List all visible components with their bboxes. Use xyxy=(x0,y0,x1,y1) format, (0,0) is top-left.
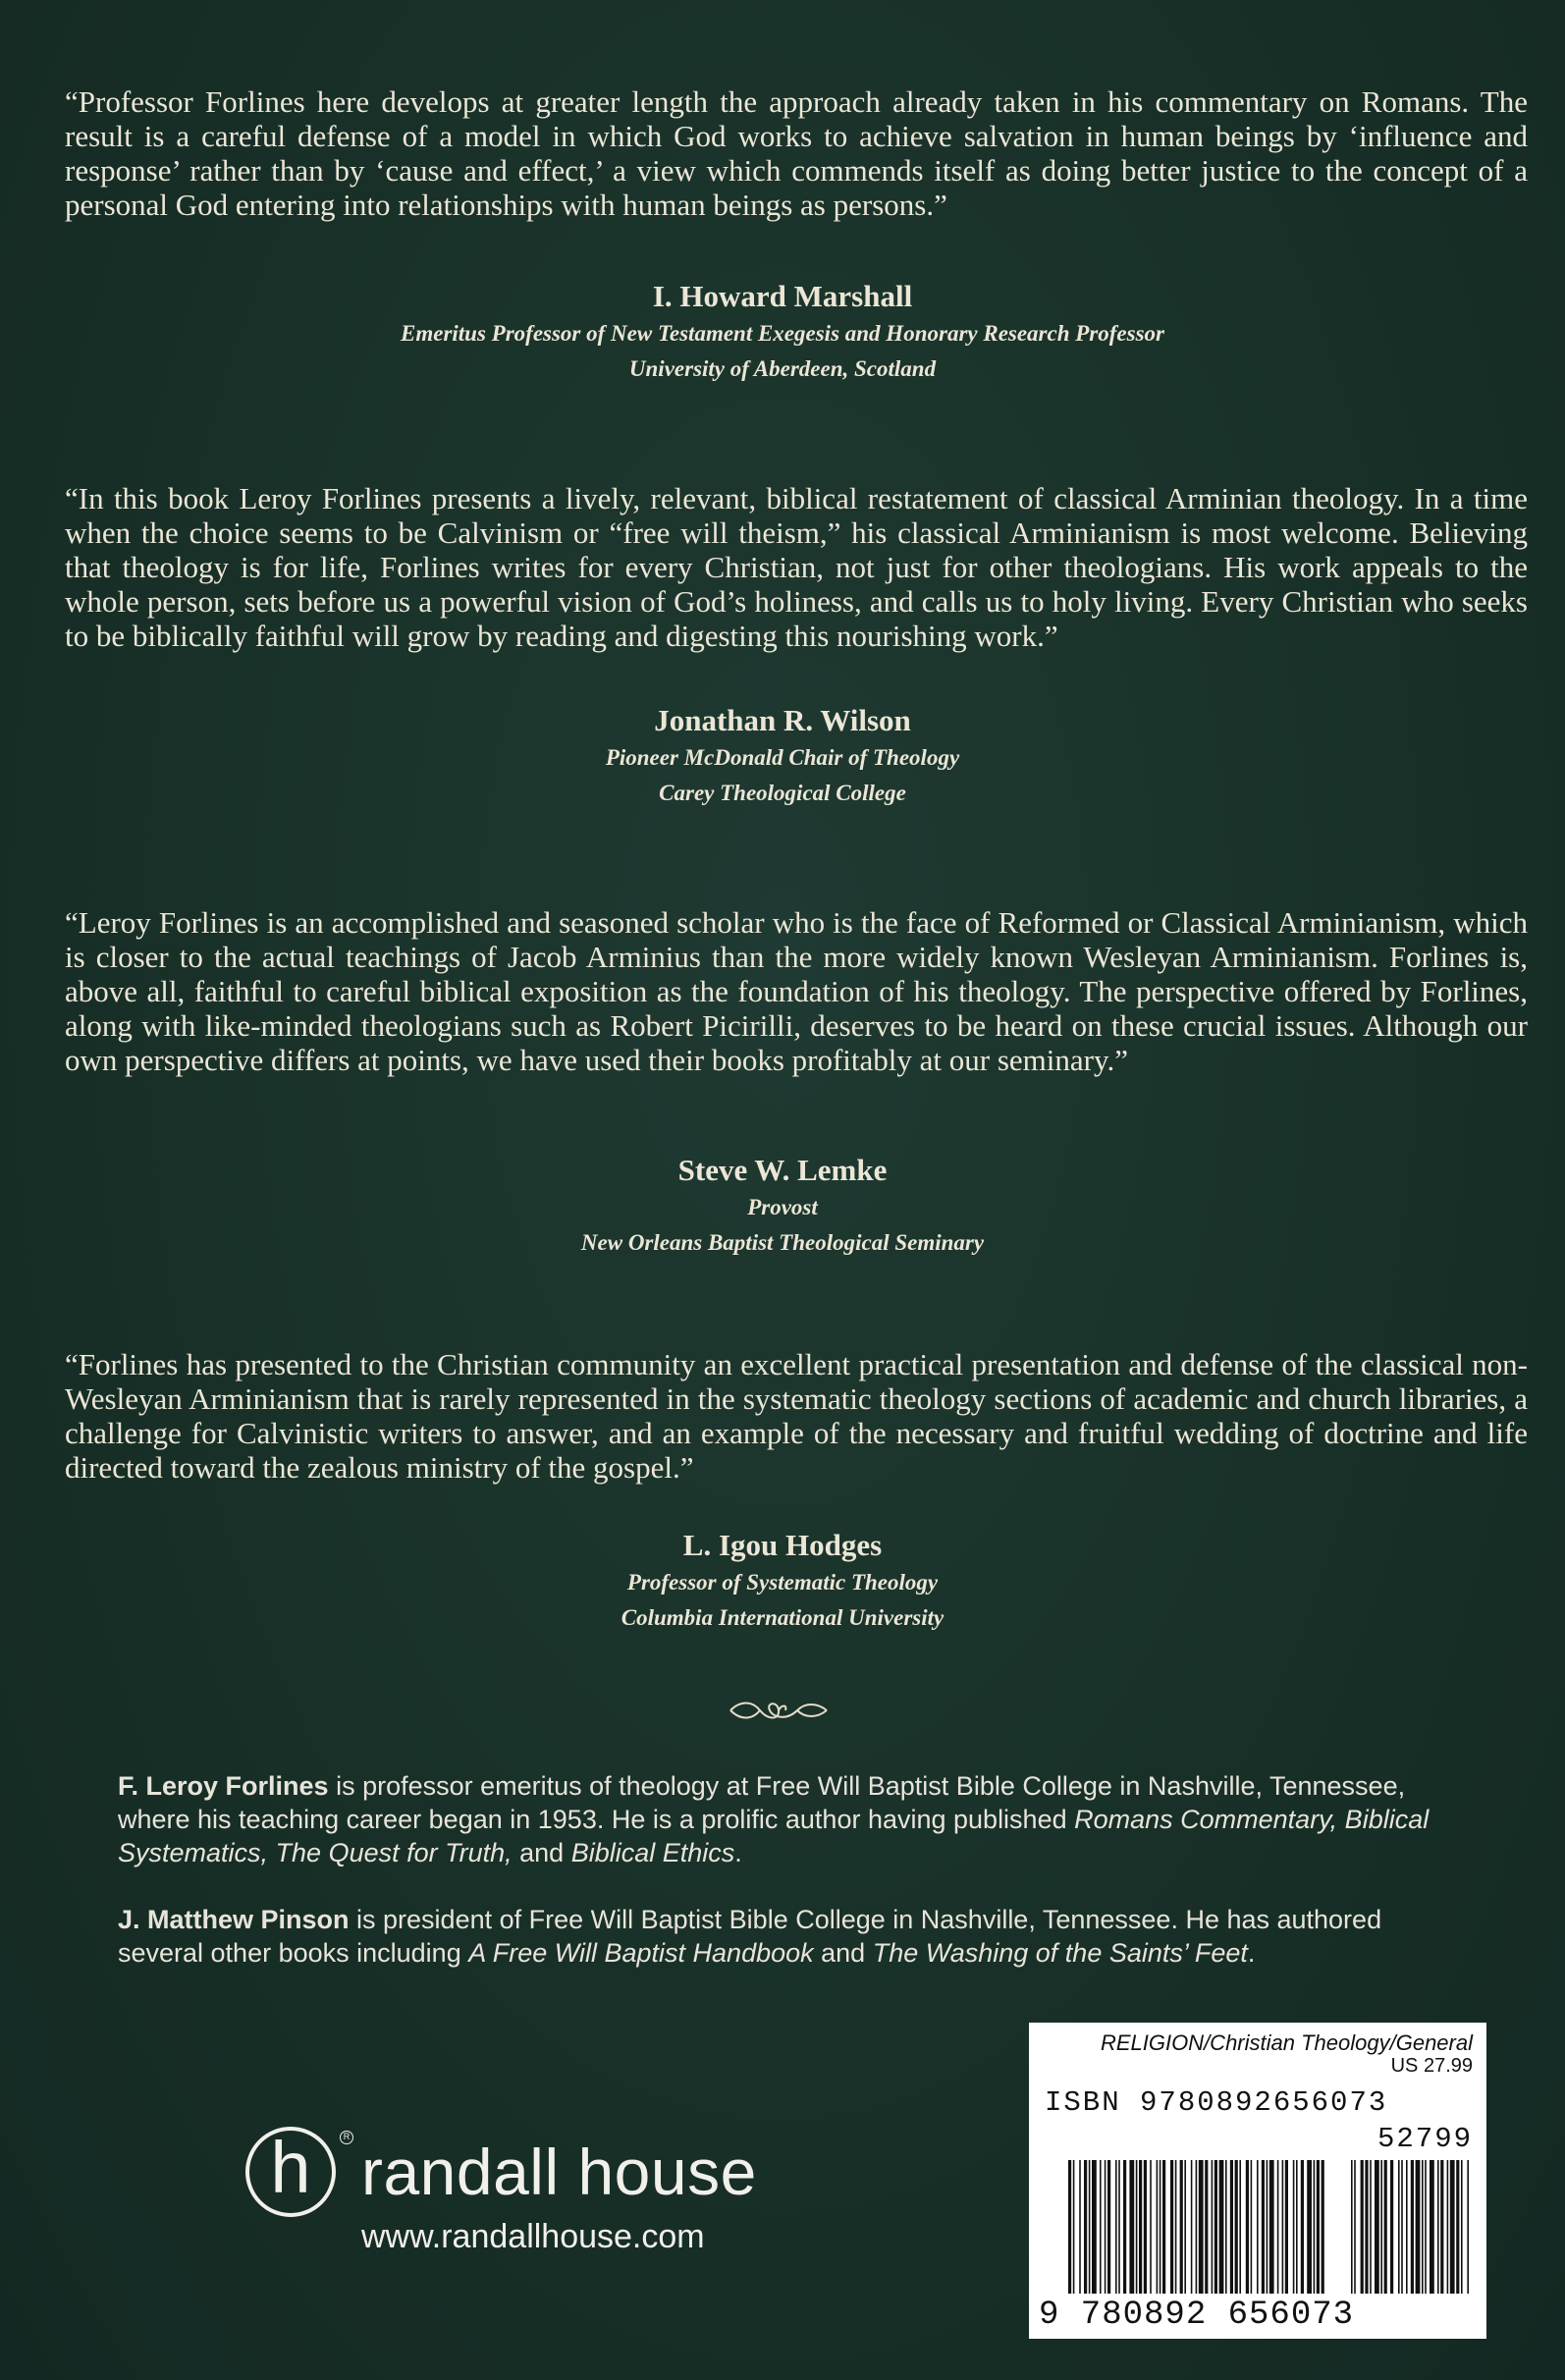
barcode-bar xyxy=(1422,2160,1424,2294)
barcode-bar xyxy=(1246,2160,1249,2294)
endorsement-attribution xyxy=(0,1151,1565,1261)
barcode-bar xyxy=(1314,2160,1316,2294)
barcode-bar xyxy=(1105,2160,1106,2294)
endorser-institution: Columbia International University xyxy=(621,1605,944,1630)
endorser-name: Jonathan R. Wilson xyxy=(654,703,911,737)
price-supplement-code: 52799 xyxy=(1376,2123,1473,2155)
publisher-name: randall house xyxy=(361,2136,757,2208)
barcode-bar xyxy=(1150,2160,1152,2294)
endorsement-attribution xyxy=(0,1526,1565,1636)
barcode-bar xyxy=(1180,2160,1183,2294)
barcode-bar xyxy=(1293,2160,1295,2294)
barcode-bar xyxy=(1139,2160,1142,2294)
barcode-bar xyxy=(1461,2160,1463,2294)
barcode-bar xyxy=(1317,2160,1320,2294)
barcode-bar xyxy=(1267,2160,1268,2294)
barcode-bar xyxy=(1136,2160,1138,2294)
registered-mark-icon: R xyxy=(340,2131,353,2144)
barcode-bar xyxy=(1375,2160,1379,2294)
barcode-bar xyxy=(1296,2160,1298,2294)
isbn-label: ISBN 9780892656073 xyxy=(1045,2086,1388,2119)
endorser-title: Emeritus Professor of New Testament Exegesis and Honorary Research Professor xyxy=(401,321,1164,346)
barcode-bar xyxy=(1199,2160,1204,2294)
book-title: A Free Will Baptist Handbook xyxy=(468,1938,814,1968)
barcode-bar xyxy=(1440,2160,1443,2294)
barcode-bar xyxy=(1398,2160,1400,2294)
barcode-bar xyxy=(1191,2160,1193,2294)
endorser-institution: New Orleans Baptist Theological Seminary xyxy=(580,1230,985,1255)
barcode-bar xyxy=(1251,2160,1253,2294)
barcode-bar xyxy=(1230,2160,1233,2294)
barcode-bar xyxy=(1411,2160,1414,2294)
barcode-bar xyxy=(1416,2160,1421,2294)
barcode-bar xyxy=(1351,2160,1353,2294)
barcode-bar xyxy=(1447,2160,1449,2294)
barcode-bar xyxy=(1160,2160,1161,2294)
author-bio-pinson xyxy=(118,1903,1453,1970)
barcode-bar xyxy=(1089,2160,1091,2294)
publisher-url[interactable]: www.randallhouse.com xyxy=(361,2218,705,2255)
barcode-bar xyxy=(1365,2160,1368,2294)
barcode-bar xyxy=(1115,2160,1117,2294)
barcode-bar xyxy=(1184,2160,1186,2294)
barcode-bar xyxy=(1073,2160,1075,2294)
barcode-bar xyxy=(1380,2160,1382,2294)
barcode-bar xyxy=(1354,2160,1356,2294)
barcode-bar xyxy=(1068,2160,1071,2294)
publisher-logo-letter: h xyxy=(270,2127,311,2208)
barcode-bar xyxy=(1219,2160,1224,2294)
author-bio-forlines xyxy=(118,1769,1453,1869)
subject-category: RELIGION/Christian Theology/General xyxy=(1100,2030,1473,2055)
bio-text: and xyxy=(813,1938,873,1968)
barcode-bar xyxy=(1301,2160,1304,2294)
endorser-name: Steve W. Lemke xyxy=(677,1153,888,1187)
author-name: F. Leroy Forlines xyxy=(118,1771,329,1801)
barcode-bar xyxy=(1239,2160,1241,2294)
barcode-bar xyxy=(1257,2160,1259,2294)
barcode-bar xyxy=(1100,2160,1102,2294)
barcode-bar xyxy=(1456,2160,1459,2294)
barcode-bar xyxy=(1370,2160,1372,2294)
barcode-bar xyxy=(1162,2160,1165,2294)
barcode-bar xyxy=(1170,2160,1173,2294)
barcode-bar xyxy=(1425,2160,1427,2294)
barcode-bar xyxy=(1118,2160,1120,2294)
barcode-bar xyxy=(1467,2160,1469,2294)
endorsement-quote: “In this book Leroy Forlines presents a lively, relevant, biblical restatement of classical Arminian theology. In a time when the choice seems to be Calvinism or “free will theism,” his classical Arminianism is most welcome. Believing that theology is for life, Forlines writes for every Christian, not just for other theologians. His work appeals to the whole person, sets before us a powerful vision of God’s holiness, and calls us to holy living. Every Christian who seeks to be biblically faithful will grow by reading and digesting this nourishing work.” xyxy=(65,481,1528,653)
barcode-bar xyxy=(1384,2160,1387,2294)
endorser-name: I. Howard Marshall xyxy=(652,279,913,313)
barcode-bar xyxy=(1084,2160,1087,2294)
barcode-bar xyxy=(1406,2160,1408,2294)
barcode-bar xyxy=(1235,2160,1238,2294)
endorser-title: Pioneer McDonald Chair of Theology xyxy=(605,745,960,770)
barcode-bar xyxy=(1225,2160,1227,2294)
barcode-bar xyxy=(1196,2160,1198,2294)
flourish-ornament-icon xyxy=(727,1691,831,1730)
endorsement-quote: “Leroy Forlines is an accomplished and seasoned scholar who is the face of Reformed or Classical Arminianism, which is closer to the actual teachings of Jacob Arminius than the more widely known Wesleyan Arminianism. Forlines is, above all, faithful to careful biblical exposition as the foundation of his theology. The perspective offered by Forlines, along with like-minded theologians such as Robert Picirilli, deserves to be heard on these crucial issues. Although our own perspective differs at points, we have used their books profitably at our seminary.” xyxy=(65,905,1528,1077)
barcode-bar xyxy=(1262,2160,1265,2294)
barcode-bar xyxy=(1361,2160,1364,2294)
barcode-bar xyxy=(1285,2160,1288,2294)
book-titles: Romans Commentary, Biblical Systematics, The Quest for Truth, xyxy=(118,1805,1430,1867)
endorsement-attribution xyxy=(0,277,1565,387)
barcode-bar xyxy=(1282,2160,1284,2294)
barcode-bar xyxy=(1092,2160,1097,2294)
endorser-title: Provost xyxy=(747,1195,818,1219)
publisher-block xyxy=(245,2119,874,2266)
barcode-bars-icon xyxy=(1068,2160,1473,2294)
barcode-bar xyxy=(1107,2160,1110,2294)
book-title: The Washing of the Saints’ Feet xyxy=(872,1938,1248,1968)
isbn-barcode-box xyxy=(1029,2023,1486,2339)
barcode-bar xyxy=(1079,2160,1081,2294)
endorser-institution: University of Aberdeen, Scotland xyxy=(628,356,937,381)
endorsement-quote: “Forlines has presented to the Christian community an excellent practical presentation and defense of the classical non-Wesleyan Arminianism that is rarely represented in the systematic theology sections of academic and church libraries, a challenge for Calvinistic writers to answer, and an example of the necessary and fruitful wedding of doctrine and life directed toward the zealous ministry of the gospel.” xyxy=(65,1347,1528,1485)
barcode-bar xyxy=(1214,2160,1217,2294)
barcode-bar xyxy=(1212,2160,1214,2294)
barcode-bar xyxy=(1129,2160,1134,2294)
barcode-bar xyxy=(1322,2160,1324,2294)
book-title: Biblical Ethics xyxy=(570,1838,735,1867)
bio-text: is professor emeritus of theology at Free Will Baptist Bible College in Nashville, Tennessee, where his teaching career began in 1953. He is a prolific author having published xyxy=(118,1771,1406,1834)
barcode-digits: 9 780892 656073 xyxy=(1039,2297,1355,2334)
bio-text: and xyxy=(512,1838,571,1867)
barcode-bar xyxy=(1157,2160,1159,2294)
endorser-title: Professor of Systematic Theology xyxy=(626,1570,939,1595)
barcode-bar xyxy=(1307,2160,1312,2294)
barcode-bar xyxy=(1390,2160,1393,2294)
barcode-bar xyxy=(1269,2160,1274,2294)
author-name: J. Matthew Pinson xyxy=(118,1905,350,1934)
barcode-bar xyxy=(1401,2160,1403,2294)
bio-text: . xyxy=(1247,1938,1256,1968)
endorser-name: L. Igou Hodges xyxy=(682,1528,883,1562)
barcode-bar xyxy=(1123,2160,1126,2294)
bio-text: . xyxy=(734,1838,742,1867)
barcode-bar xyxy=(1437,2160,1439,2294)
price-label: US 27.99 xyxy=(1390,2055,1473,2077)
endorsement-attribution xyxy=(0,701,1565,811)
endorser-institution: Carey Theological College xyxy=(659,781,906,805)
barcode-bar xyxy=(1175,2160,1177,2294)
barcode-bar xyxy=(1450,2160,1455,2294)
endorsement-quote: “Professor Forlines here develops at greater length the approach already taken in his commentary on Romans. The result is a careful defense of a model in which God works to achieve salvation in human beings by ‘influence and response’ rather than by ‘cause and effect,’ a view which commends itself as doing better justice to the concept of a personal God entering into relationships with human beings as persons.” xyxy=(65,84,1528,222)
bio-text: is president of Free Will Baptist Bible College in Nashville, Tennessee. He has authored several other books including xyxy=(118,1905,1382,1968)
barcode-bar xyxy=(1277,2160,1279,2294)
barcode-bar xyxy=(1430,2160,1434,2294)
barcode-bar xyxy=(1144,2160,1147,2294)
barcode-bar xyxy=(1205,2160,1208,2294)
